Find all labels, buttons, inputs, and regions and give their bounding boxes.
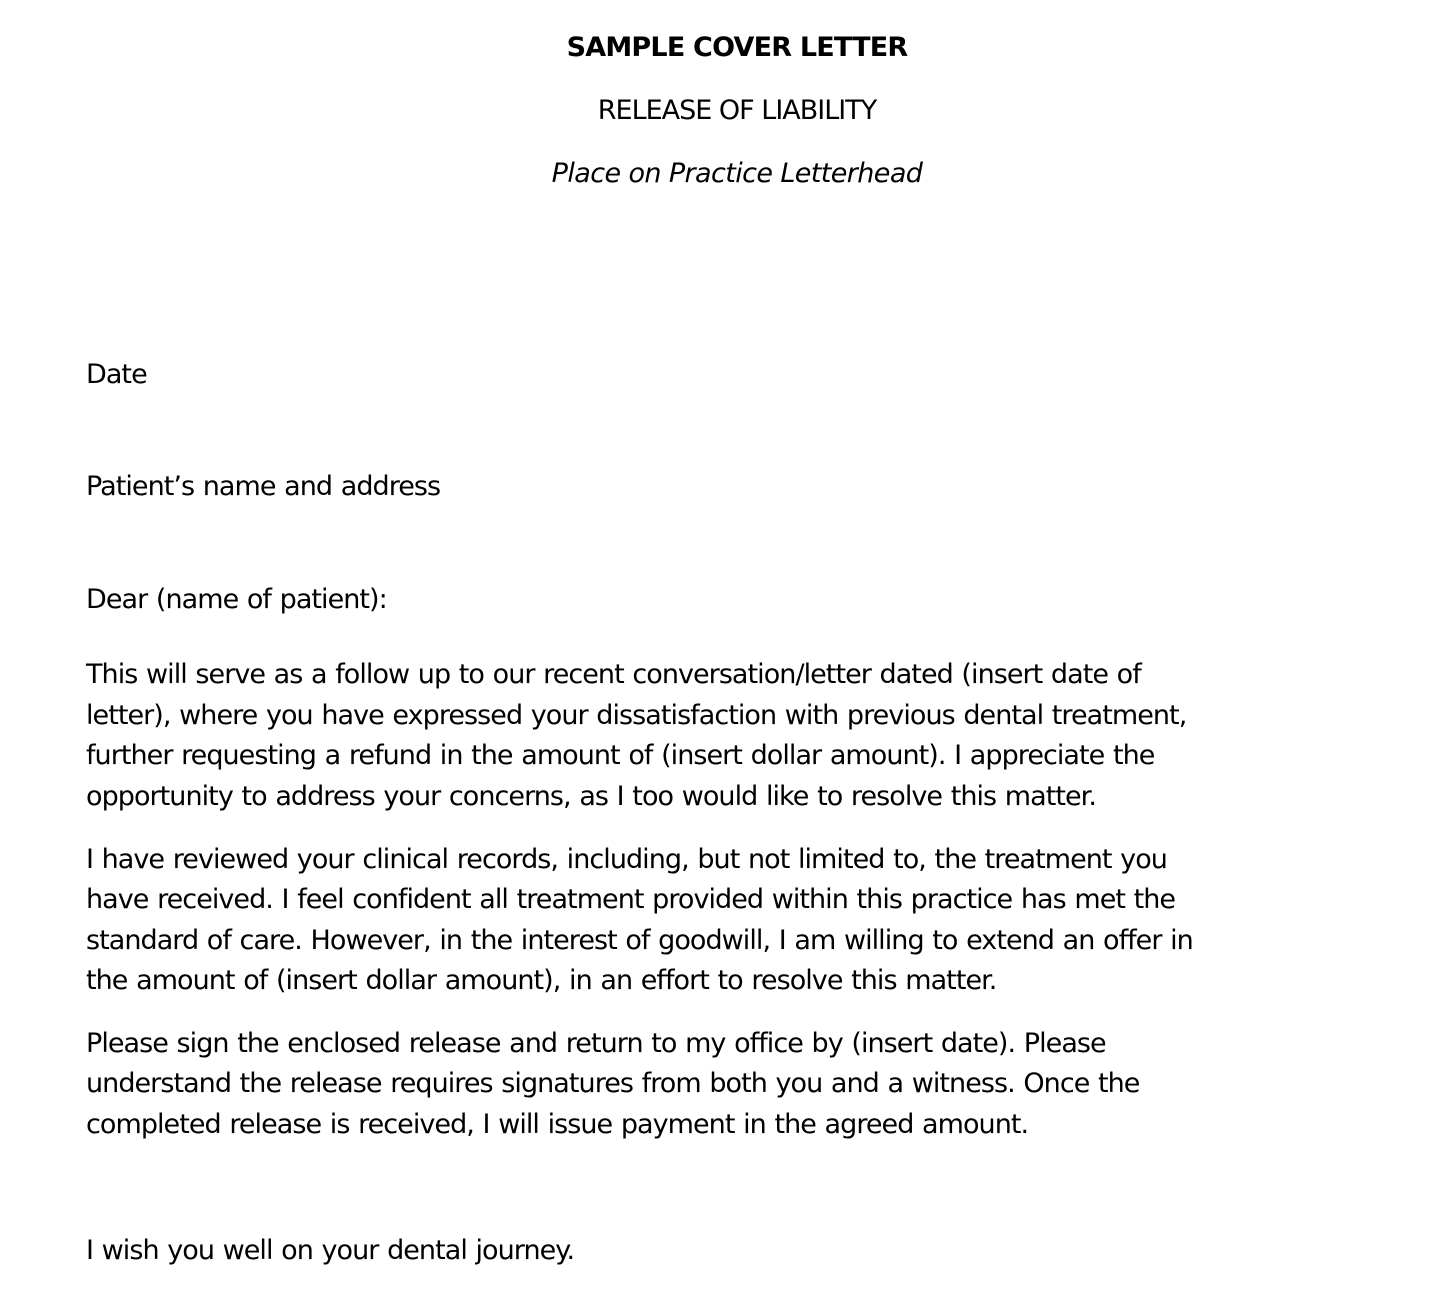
paragraph-line: further requesting a refund in the amount of (insert dollar amount). I appreciate the	[86, 740, 1155, 771]
paragraph-line: opportunity to address your concerns, as I too would like to resolve this matter.	[86, 781, 1096, 812]
date-line: Date	[86, 359, 147, 390]
paragraph-line: Please sign the enclosed release and return to my office by (insert date). Please	[86, 1028, 1106, 1059]
paragraph-line: I have reviewed your clinical records, including, but not limited to, the treatment you	[86, 844, 1167, 875]
paragraph-line: have received. I feel confident all treatment provided within this practice has met the	[86, 884, 1176, 915]
letterhead-note: Place on Practice Letterhead	[551, 158, 923, 189]
paragraph-line: This will serve as a follow up to our recent conversation/letter dated (insert date of	[86, 659, 1141, 690]
paragraph-line: completed release is received, I will issue payment in the agreed amount.	[86, 1109, 1029, 1140]
paragraph-line: the amount of (insert dollar amount), in an effort to resolve this matter.	[86, 965, 997, 996]
paragraph-line: understand the release requires signatures from both you and a witness. Once the	[86, 1068, 1140, 1099]
paragraph-line: letter), where you have expressed your dissatisfaction with previous dental treatment,	[86, 700, 1187, 731]
salutation: Dear (name of patient):	[86, 584, 387, 615]
recipient-line: Patient’s name and address	[86, 471, 441, 502]
document-title: SAMPLE COVER LETTER	[566, 32, 908, 63]
paragraph-line: standard of care. However, in the interest of goodwill, I am willing to extend an offer in	[86, 925, 1193, 956]
closing-line: I wish you well on your dental journey.	[86, 1235, 575, 1266]
document-subtitle: RELEASE OF LIABILITY	[597, 95, 877, 126]
